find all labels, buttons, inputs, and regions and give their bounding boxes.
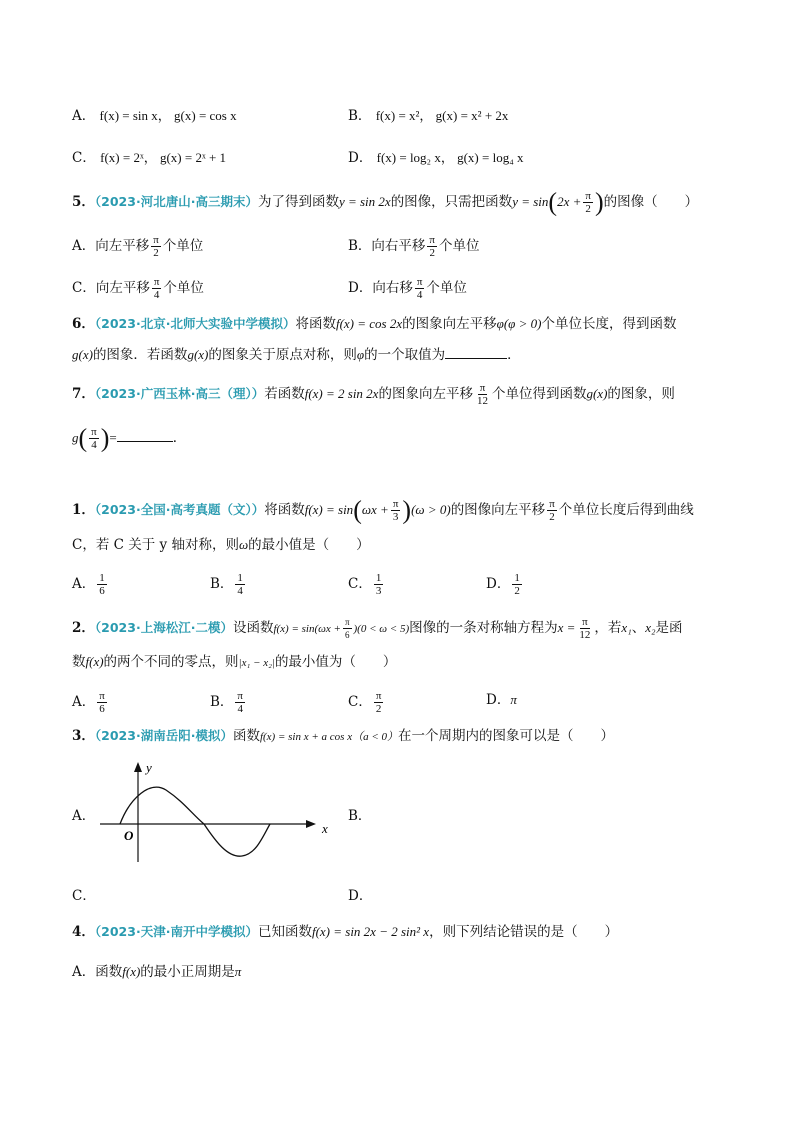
q6-source-tag: （2023·北京·北师大实验中学模拟） (94, 316, 296, 331)
q5-stem: 5．（2023·河北唐山·高三期末）为了得到函数y = sin 2x的图像，只需把函数y = sin(2x + $\frac{\pi}{2}$ )的图像（ ） (72, 187, 699, 217)
q7-answer-blank[interactable] (117, 427, 173, 442)
p3-option-d[interactable]: D． (348, 888, 373, 904)
p3-option-b[interactable]: B． (348, 808, 372, 824)
q4-option-b[interactable]: B． f(x) = x²， g(x) = x² + 2x (348, 108, 509, 124)
p3-stem: 3．（2023·湖南岳阳·模拟）函数f(x) = sin x + a cos x（a < 0）在一个周期内的图象可以是（ ） (72, 728, 615, 744)
q7-stem-line2: g( $\frac{\pi}{4}$ )= ． (72, 423, 187, 453)
p2-option-d[interactable]: D．π (486, 692, 517, 708)
q4-option-a-expr: f(x) = sin x， g(x) = cos x (99, 108, 237, 123)
p4-source-tag: （2023·天津·南开中学模拟） (94, 924, 258, 939)
p1-option-c[interactable]: C． $\frac{1}{3}$ (348, 572, 382, 597)
q4-option-d-expr: f(x) = log₂ x， g(x) = log₄ x (376, 150, 524, 165)
p3-source-tag: （2023·湖南岳阳·模拟） (94, 728, 233, 743)
q4-option-d[interactable]: D． f(x) = log₂ x， g(x) = log₄ x (348, 150, 524, 166)
q6-answer-blank[interactable] (445, 344, 507, 359)
p1-stem-line2: C，若 C 关于 y 轴对称，则ω的最小值是（ ） (72, 537, 370, 553)
q5-stem-frac: $\frac{\pi}{2}$ (585, 190, 591, 215)
q5-option-a[interactable]: A．向左平移 $\frac{\pi}{2}$ 个单位 (72, 234, 204, 259)
p2-option-b[interactable]: B． $\frac{\pi}{4}$ (210, 690, 243, 715)
x-axis-label: x (322, 821, 328, 836)
p4-stem: 4．（2023·天津·南开中学模拟）已知函数f(x) = sin 2x − 2 sin² x，则下列结论错误的是（ ） (72, 924, 619, 940)
y-axis-label: y (146, 760, 152, 775)
p2-option-c[interactable]: C． $\frac{\pi}{2}$ (348, 690, 382, 715)
p2-stem-line2: 数f(x)的两个不同的零点，则|x₁ − x₂|的最小值为（ ） (72, 654, 397, 670)
p1-source-tag: （2023·全国·高考真题（文）） (94, 502, 265, 517)
p3-option-a-graph (96, 758, 336, 864)
p1-option-a[interactable]: A． $\frac{1}{6}$ (72, 572, 105, 597)
p4-option-a[interactable]: A．函数f(x)的最小正周期是π (72, 964, 242, 980)
q7-stem: 7．（2023·广西玉林·高三（理））若函数f(x) = 2 sin 2x的图象向左平移 $\frac{\pi}{12}$ 个单位得到函数g(x)的图象，则 (72, 382, 675, 407)
q5-option-b[interactable]: B．向右平移 $\frac{\pi}{2}$ 个单位 (348, 234, 480, 259)
p2-source-tag: （2023·上海松江·二模） (94, 620, 233, 635)
p1-option-b[interactable]: B． $\frac{1}{4}$ (210, 572, 243, 597)
x-axis-arrow (306, 820, 316, 828)
q4-option-a[interactable]: A． f(x) = sin x， g(x) = cos x (72, 108, 237, 124)
p3-option-c[interactable]: C． (72, 888, 96, 904)
q5-option-c[interactable]: C．向左平移 $\frac{\pi}{4}$ 个单位 (72, 276, 204, 301)
y-axis-arrow (134, 762, 142, 772)
q4-option-c[interactable]: C． f(x) = 2ˣ， g(x) = 2ˣ + 1 (72, 150, 227, 166)
q4-option-b-expr: f(x) = x²， g(x) = x² + 2x (375, 108, 509, 123)
q6-stem-line2: g(x)的图象．若函数g(x)的图象关于原点对称，则φ的一个取值为 ． (72, 344, 521, 365)
origin-label: O (124, 828, 134, 843)
p2-stem: 2．（2023·上海松江·二模）设函数f(x) = sin(ωx + $\frac{\pi}{6}$ )(0 < ω < 5)图像的一条对称轴方程为x = $\frac{\pi}{12}$ ，若x₁、x₂是函 (72, 616, 683, 641)
p1-stem: 1．（2023·全国·高考真题（文））将函数f(x) = sin(ωx + $\frac{\pi}{3}$ )(ω > 0)的图像向左平移 $\frac{\pi}{2}$ 个单位长度后得到曲线 (72, 495, 694, 525)
p2-option-a[interactable]: A． $\frac{\pi}{6}$ (72, 690, 105, 715)
q5-source-tag: （2023·河北唐山·高三期末） (94, 194, 258, 209)
p1-option-d[interactable]: D． $\frac{1}{2}$ (486, 572, 520, 597)
p3-option-a[interactable]: A． (72, 808, 96, 824)
q5-option-d[interactable]: D．向右移 $\frac{\pi}{4}$ 个单位 (348, 276, 467, 301)
q4-option-c-expr: f(x) = 2ˣ， g(x) = 2ˣ + 1 (100, 150, 227, 165)
q7-source-tag: （2023·广西玉林·高三（理）） (94, 386, 265, 401)
curve (120, 787, 270, 856)
q6-stem: 6．（2023·北京·北师大实验中学模拟）将函数f(x) = cos 2x的图象向左平移φ(φ > 0)个单位长度，得到函数 (72, 316, 677, 332)
